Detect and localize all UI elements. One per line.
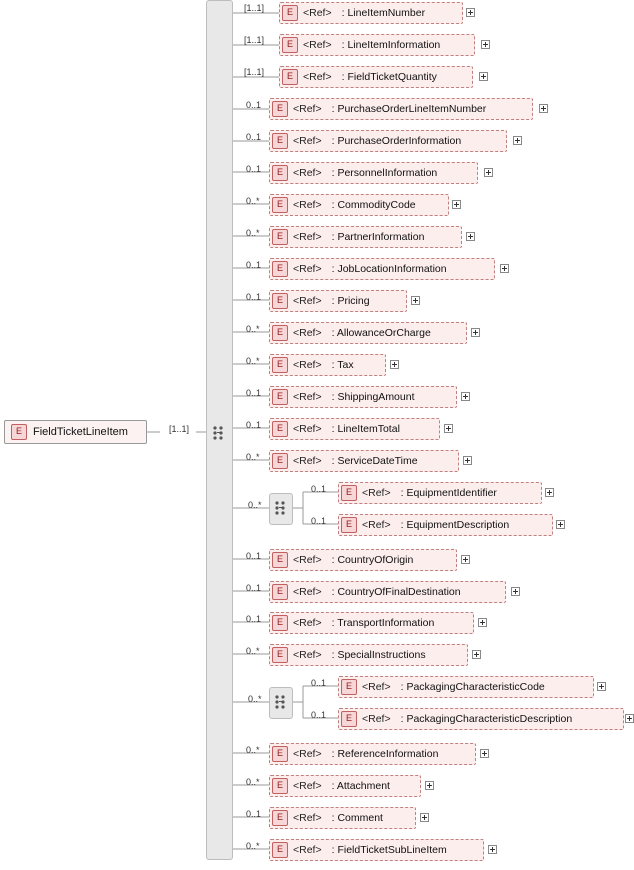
child-cardinality: 0..1 xyxy=(311,678,327,688)
expand-icon[interactable] xyxy=(472,650,481,659)
element-icon: E xyxy=(282,37,298,53)
element-icon: E xyxy=(272,293,288,309)
ref-label: <Ref> xyxy=(293,103,322,115)
ref-label: <Ref> xyxy=(293,844,322,856)
expand-icon[interactable] xyxy=(597,682,606,691)
child-cardinality: 0..1 xyxy=(246,132,262,142)
ref-label: <Ref> xyxy=(293,359,322,371)
node-label: : CountryOfFinalDestination xyxy=(331,586,461,598)
expand-icon[interactable] xyxy=(466,232,475,241)
expand-icon[interactable] xyxy=(444,424,453,433)
node-label: : TransportInformation xyxy=(331,617,435,629)
ref-label: <Ref> xyxy=(293,391,322,403)
element-icon: E xyxy=(272,842,288,858)
node-label: : FieldTicketQuantity xyxy=(341,71,437,83)
node-label: : Pricing xyxy=(331,295,370,307)
node-countryoforigin[interactable] xyxy=(269,549,457,571)
node-label: : Comment xyxy=(331,812,383,824)
element-icon: E xyxy=(272,389,288,405)
ref-label: <Ref> xyxy=(293,263,322,275)
expand-icon[interactable] xyxy=(556,520,565,529)
node-countryoffinaldestination[interactable] xyxy=(269,581,506,603)
expand-icon[interactable] xyxy=(478,618,487,627)
ref-label: <Ref> xyxy=(293,327,322,339)
node-personnelinformation[interactable] xyxy=(269,162,478,184)
expand-icon[interactable] xyxy=(488,845,497,854)
node-shippingamount[interactable] xyxy=(269,386,457,408)
expand-icon[interactable] xyxy=(390,360,399,369)
ref-label: <Ref> xyxy=(293,199,322,211)
child-cardinality: 0..* xyxy=(246,646,260,656)
node-attachment[interactable] xyxy=(269,775,421,797)
ref-label: <Ref> xyxy=(293,135,322,147)
child-cardinality: [1..1] xyxy=(244,67,265,77)
root-cardinality: [1..1] xyxy=(169,424,190,434)
element-icon: E xyxy=(282,69,298,85)
ref-label: <Ref> xyxy=(293,649,322,661)
element-icon: E xyxy=(341,679,357,695)
expand-icon[interactable] xyxy=(463,456,472,465)
node-purchaseorderlineitemnumber[interactable] xyxy=(269,98,533,120)
expand-icon[interactable] xyxy=(511,587,520,596)
ref-label: <Ref> xyxy=(293,295,322,307)
element-icon: E xyxy=(282,5,298,21)
node-label: : EquipmentIdentifier xyxy=(400,487,497,499)
expand-icon[interactable] xyxy=(625,714,634,723)
child-cardinality: 0..* xyxy=(246,841,260,851)
node-label: : ServiceDateTime xyxy=(331,455,418,467)
node-label: : LineItemTotal xyxy=(331,423,400,435)
element-icon: E xyxy=(272,584,288,600)
element-icon: E xyxy=(272,647,288,663)
node-label: : ReferenceInformation xyxy=(331,748,439,760)
node-fieldticketsublineitem[interactable] xyxy=(269,839,484,861)
node-label: : CommodityCode xyxy=(331,199,416,211)
child-cardinality: 0..1 xyxy=(311,516,327,526)
node-label: : PurchaseOrderInformation xyxy=(331,135,462,147)
node-purchaseorderinformation[interactable] xyxy=(269,130,507,152)
element-icon: E xyxy=(341,711,357,727)
ref-label: <Ref> xyxy=(293,586,322,598)
element-icon: E xyxy=(341,517,357,533)
element-icon: E xyxy=(272,197,288,213)
child-cardinality: 0..* xyxy=(246,777,260,787)
expand-icon[interactable] xyxy=(452,200,461,209)
node-specialinstructions[interactable] xyxy=(269,644,468,666)
child-cardinality: 0..1 xyxy=(246,164,262,174)
group-cardinality: 0..* xyxy=(248,500,262,510)
element-icon: E xyxy=(272,165,288,181)
node-label: : PackagingCharacteristicCode xyxy=(400,681,545,693)
element-icon: E xyxy=(272,325,288,341)
element-icon: E xyxy=(272,421,288,437)
node-label: : LineItemNumber xyxy=(341,7,426,19)
node-referenceinformation[interactable] xyxy=(269,743,476,765)
child-cardinality: 0..* xyxy=(246,745,260,755)
node-equipmentdescription[interactable] xyxy=(338,514,553,536)
node-lineitemnumber[interactable] xyxy=(279,2,463,24)
element-icon: E xyxy=(272,101,288,117)
child-cardinality: 0..* xyxy=(246,324,260,334)
child-cardinality: 0..* xyxy=(246,356,260,366)
node-label: : LineItemInformation xyxy=(341,39,441,51)
ref-label: <Ref> xyxy=(293,167,322,179)
child-cardinality: 0..1 xyxy=(246,551,262,561)
ref-label: <Ref> xyxy=(293,423,322,435)
node-label: : PackagingCharacteristicDescription xyxy=(400,713,573,725)
node-label: : FieldTicketSubLineItem xyxy=(331,844,447,856)
expand-icon[interactable] xyxy=(425,781,434,790)
element-icon: E xyxy=(11,424,27,440)
node-packagingcharacteristicdescription[interactable] xyxy=(338,708,624,730)
element-icon: E xyxy=(272,778,288,794)
ref-label: <Ref> xyxy=(362,681,391,693)
child-cardinality: 0..1 xyxy=(246,614,262,624)
child-cardinality: 0..* xyxy=(246,228,260,238)
node-label: : JobLocationInformation xyxy=(331,263,447,275)
node-equipmentidentifier[interactable] xyxy=(338,482,542,504)
node-comment[interactable] xyxy=(269,807,416,829)
element-icon: E xyxy=(272,357,288,373)
child-cardinality: 0..1 xyxy=(246,100,262,110)
ref-label: <Ref> xyxy=(303,71,332,83)
node-lineiteminformation[interactable] xyxy=(279,34,475,56)
expand-icon[interactable] xyxy=(461,392,470,401)
expand-icon[interactable] xyxy=(480,749,489,758)
child-cardinality: 0..1 xyxy=(246,583,262,593)
node-label: : EquipmentDescription xyxy=(400,519,510,531)
ref-label: <Ref> xyxy=(303,7,332,19)
child-cardinality: 0..1 xyxy=(311,484,327,494)
expand-icon[interactable] xyxy=(479,72,488,81)
node-packagingcharacteristiccode[interactable] xyxy=(338,676,594,698)
element-icon: E xyxy=(272,229,288,245)
node-label: : PersonnelInformation xyxy=(331,167,438,179)
expand-icon[interactable] xyxy=(484,168,493,177)
element-icon: E xyxy=(272,615,288,631)
group-cardinality: 0..* xyxy=(248,694,262,704)
child-cardinality: 0..1 xyxy=(246,809,262,819)
expand-icon[interactable] xyxy=(471,328,480,337)
ref-label: <Ref> xyxy=(362,519,391,531)
expand-icon[interactable] xyxy=(466,8,475,17)
sequence-group-equipment[interactable] xyxy=(269,493,293,525)
child-cardinality: 0..* xyxy=(246,196,260,206)
ref-label: <Ref> xyxy=(293,554,322,566)
node-lineitemtotal[interactable] xyxy=(269,418,440,440)
sequence-bar xyxy=(206,0,233,860)
element-icon: E xyxy=(272,453,288,469)
node-servicedatetime[interactable] xyxy=(269,450,459,472)
ref-label: <Ref> xyxy=(303,39,332,51)
node-allowanceorcharge[interactable] xyxy=(269,322,467,344)
ref-label: <Ref> xyxy=(293,780,322,792)
element-icon: E xyxy=(272,746,288,762)
child-cardinality: [1..1] xyxy=(244,3,265,13)
node-partnerinformation[interactable] xyxy=(269,226,462,248)
element-icon: E xyxy=(272,552,288,568)
ref-label: <Ref> xyxy=(362,487,391,499)
node-fieldticketquantity[interactable] xyxy=(279,66,473,88)
root-node-label: FieldTicketLineItem xyxy=(33,426,128,438)
element-icon: E xyxy=(341,485,357,501)
ref-label: <Ref> xyxy=(293,455,322,467)
node-label: : SpecialInstructions xyxy=(331,649,426,661)
expand-icon[interactable] xyxy=(411,296,420,305)
node-tax[interactable] xyxy=(269,354,386,376)
element-icon: E xyxy=(272,133,288,149)
expand-icon[interactable] xyxy=(513,136,522,145)
ref-label: <Ref> xyxy=(293,617,322,629)
node-label: : Attachment xyxy=(331,780,390,792)
ref-label: <Ref> xyxy=(293,748,322,760)
child-cardinality: 0..1 xyxy=(246,260,262,270)
expand-icon[interactable] xyxy=(539,104,548,113)
expand-icon[interactable] xyxy=(481,40,490,49)
node-pricing[interactable] xyxy=(269,290,407,312)
root-node-fieldticketlineitem[interactable] xyxy=(4,420,147,444)
node-commoditycode[interactable] xyxy=(269,194,449,216)
ref-label: <Ref> xyxy=(362,713,391,725)
node-transportinformation[interactable] xyxy=(269,612,474,634)
child-cardinality: 0..1 xyxy=(311,710,327,720)
ref-label: <Ref> xyxy=(293,812,322,824)
node-label: : PartnerInformation xyxy=(331,231,425,243)
expand-icon[interactable] xyxy=(461,555,470,564)
expand-icon[interactable] xyxy=(500,264,509,273)
node-label: : ShippingAmount xyxy=(331,391,415,403)
ref-label: <Ref> xyxy=(293,231,322,243)
expand-icon[interactable] xyxy=(420,813,429,822)
node-label: : Tax xyxy=(331,359,354,371)
element-icon: E xyxy=(272,261,288,277)
child-cardinality: 0..1 xyxy=(246,420,262,430)
node-label: : AllowanceOrCharge xyxy=(331,327,431,339)
child-cardinality: 0..1 xyxy=(246,292,262,302)
element-icon: E xyxy=(272,810,288,826)
expand-icon[interactable] xyxy=(545,488,554,497)
child-cardinality: 0..1 xyxy=(246,388,262,398)
child-cardinality: [1..1] xyxy=(244,35,265,45)
node-label: : CountryOfOrigin xyxy=(331,554,414,566)
node-joblocationinformation[interactable] xyxy=(269,258,495,280)
node-label: : PurchaseOrderLineItemNumber xyxy=(331,103,487,115)
child-cardinality: 0..* xyxy=(246,452,260,462)
sequence-group-packaging[interactable] xyxy=(269,687,293,719)
